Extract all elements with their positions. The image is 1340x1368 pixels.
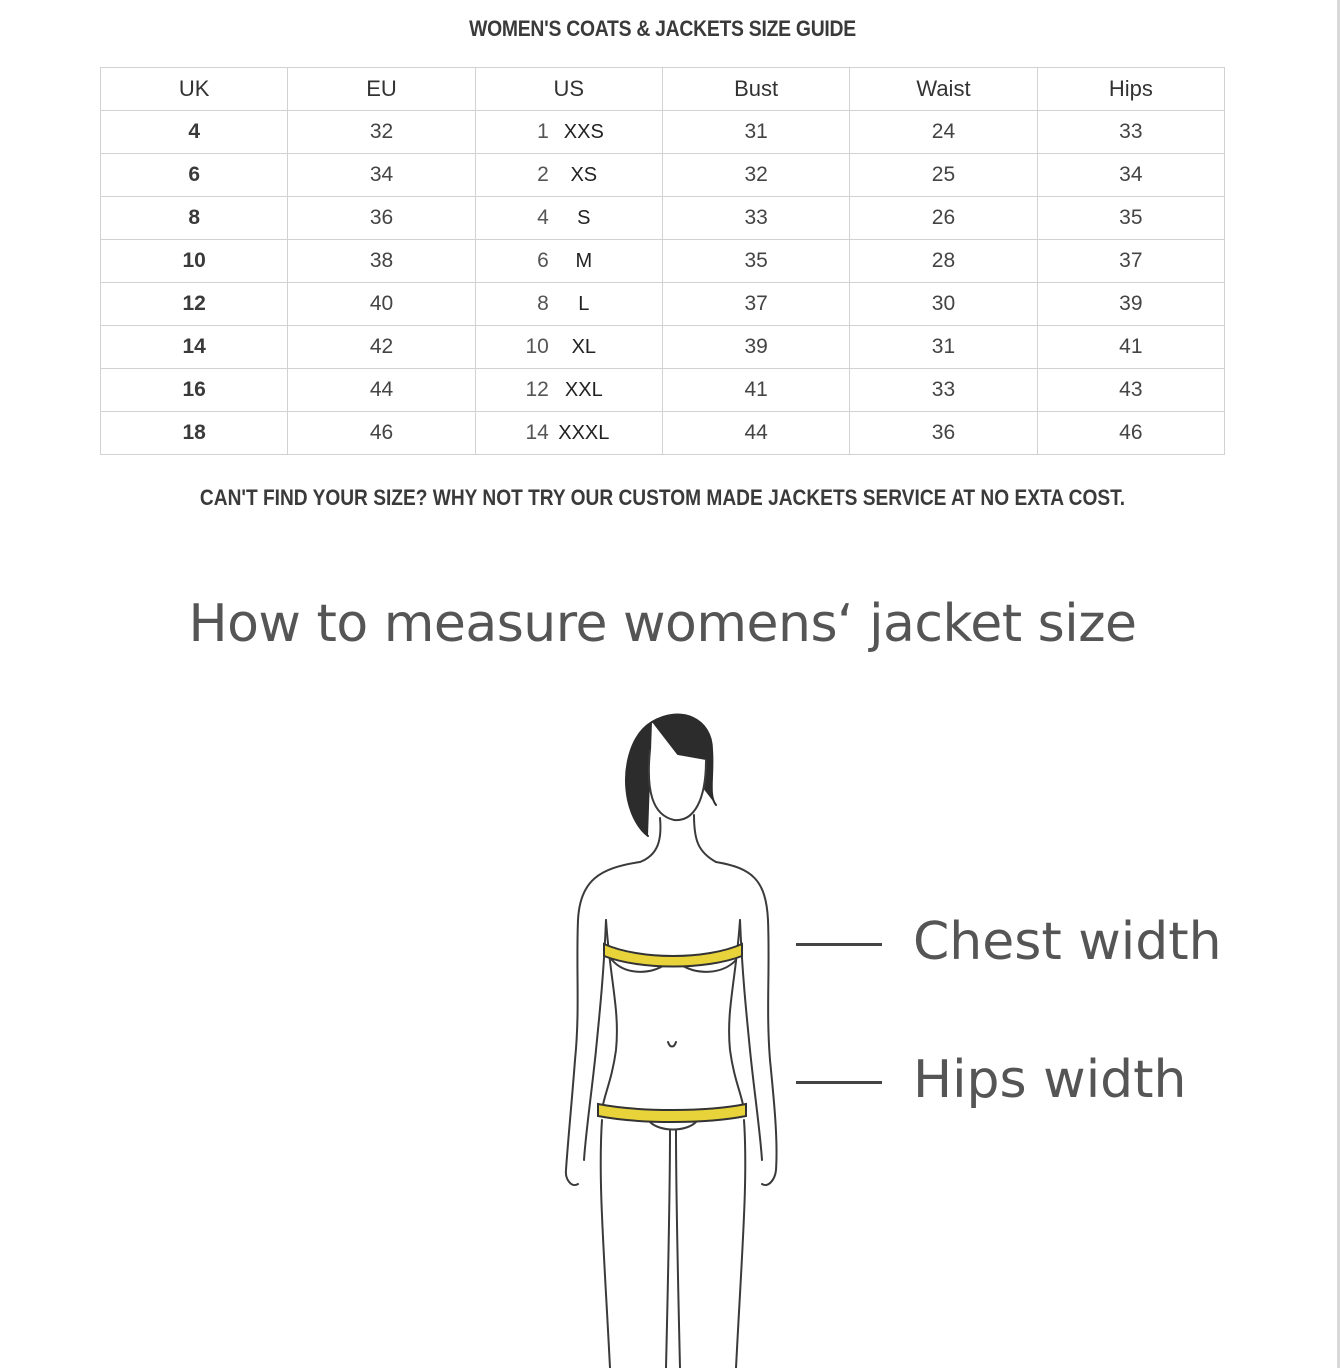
header-eu: EU (288, 68, 475, 111)
right-arm-outline (716, 862, 777, 1185)
us-letter-size: XS (570, 164, 598, 186)
cell-waist: 26 (850, 197, 1037, 240)
cell-hips: 39 (1037, 283, 1224, 326)
cell-bust: 31 (662, 111, 849, 154)
us-letter-size: S (577, 207, 591, 229)
us-number: 10 (525, 335, 549, 358)
cell-bust: 44 (662, 412, 849, 455)
cell-eu: 44 (288, 369, 475, 412)
cell-hips: 35 (1037, 197, 1224, 240)
size-guide-title: WOMEN'S COATS & JACKETS SIZE GUIDE (469, 16, 856, 41)
cell-bust: 33 (662, 197, 849, 240)
us-number: 12 (525, 378, 549, 401)
cell-uk: 8 (101, 197, 288, 240)
hips-pointer-line (796, 1081, 882, 1084)
cell-hips: 34 (1037, 154, 1224, 197)
header-hips: Hips (1037, 68, 1224, 111)
us-number: 8 (537, 292, 549, 315)
cell-bust: 37 (662, 283, 849, 326)
chest-measure-band (604, 944, 742, 967)
cell-bust: 39 (662, 326, 849, 369)
cell-bust: 32 (662, 154, 849, 197)
chest-width-label: Chest width (913, 912, 1222, 972)
us-letter-size: XXXL (558, 422, 610, 444)
cell-eu: 46 (288, 412, 475, 455)
cell-waist: 24 (850, 111, 1037, 154)
cell-uk: 10 (101, 240, 288, 283)
cell-eu: 34 (288, 154, 475, 197)
cell-eu: 42 (288, 326, 475, 369)
cell-hips: 33 (1037, 111, 1224, 154)
chest-pointer-line (796, 943, 882, 946)
cell-uk: 14 (101, 326, 288, 369)
us-number: 4 (537, 206, 549, 229)
us-number: 6 (537, 249, 549, 272)
cell-waist: 36 (850, 412, 1037, 455)
us-letter-size: XXL (564, 379, 603, 401)
cell-waist: 31 (850, 326, 1037, 369)
cell-bust: 35 (662, 240, 849, 283)
hips-width-label: Hips width (913, 1050, 1187, 1110)
hips-measure-band (598, 1104, 746, 1122)
face-outline (649, 750, 706, 820)
legs-outline (601, 1120, 746, 1368)
us-number: 1 (537, 120, 549, 143)
us-letter-size: L (578, 293, 590, 315)
left-arm-outline (566, 862, 640, 1185)
cell-eu: 32 (288, 111, 475, 154)
cell-eu: 36 (288, 197, 475, 240)
cell-waist: 33 (850, 369, 1037, 412)
us-number: 2 (537, 163, 549, 186)
cell-hips: 43 (1037, 369, 1224, 412)
cell-uk: 12 (101, 283, 288, 326)
cell-uk: 18 (101, 412, 288, 455)
cell-hips: 41 (1037, 326, 1224, 369)
torso-outline (602, 920, 744, 1110)
cell-uk: 6 (101, 154, 288, 197)
neck-outline (640, 815, 716, 862)
measure-heading: How to measure womens‘ jacket size (188, 594, 1137, 654)
header-waist: Waist (850, 68, 1037, 111)
cell-waist: 25 (850, 154, 1037, 197)
cell-bust: 41 (662, 369, 849, 412)
cell-eu: 40 (288, 283, 475, 326)
cell-waist: 30 (850, 283, 1037, 326)
cell-hips: 37 (1037, 240, 1224, 283)
cell-hips: 46 (1037, 412, 1224, 455)
cell-uk: 16 (101, 369, 288, 412)
us-number: 14 (525, 421, 549, 444)
cell-uk: 4 (101, 111, 288, 154)
us-letter-size: XXS (563, 121, 604, 143)
cell-waist: 28 (850, 240, 1037, 283)
custom-size-note: CAN'T FIND YOUR SIZE? WHY NOT TRY OUR CUSTOM MADE JACKETS SERVICE AT NO EXTA COST. (199, 485, 1126, 510)
header-bust: Bust (662, 68, 849, 111)
header-uk: UK (101, 68, 288, 111)
header-us: US (475, 68, 662, 111)
us-letter-size: XL (571, 336, 597, 358)
cell-eu: 38 (288, 240, 475, 283)
us-letter-size: M (575, 250, 593, 272)
